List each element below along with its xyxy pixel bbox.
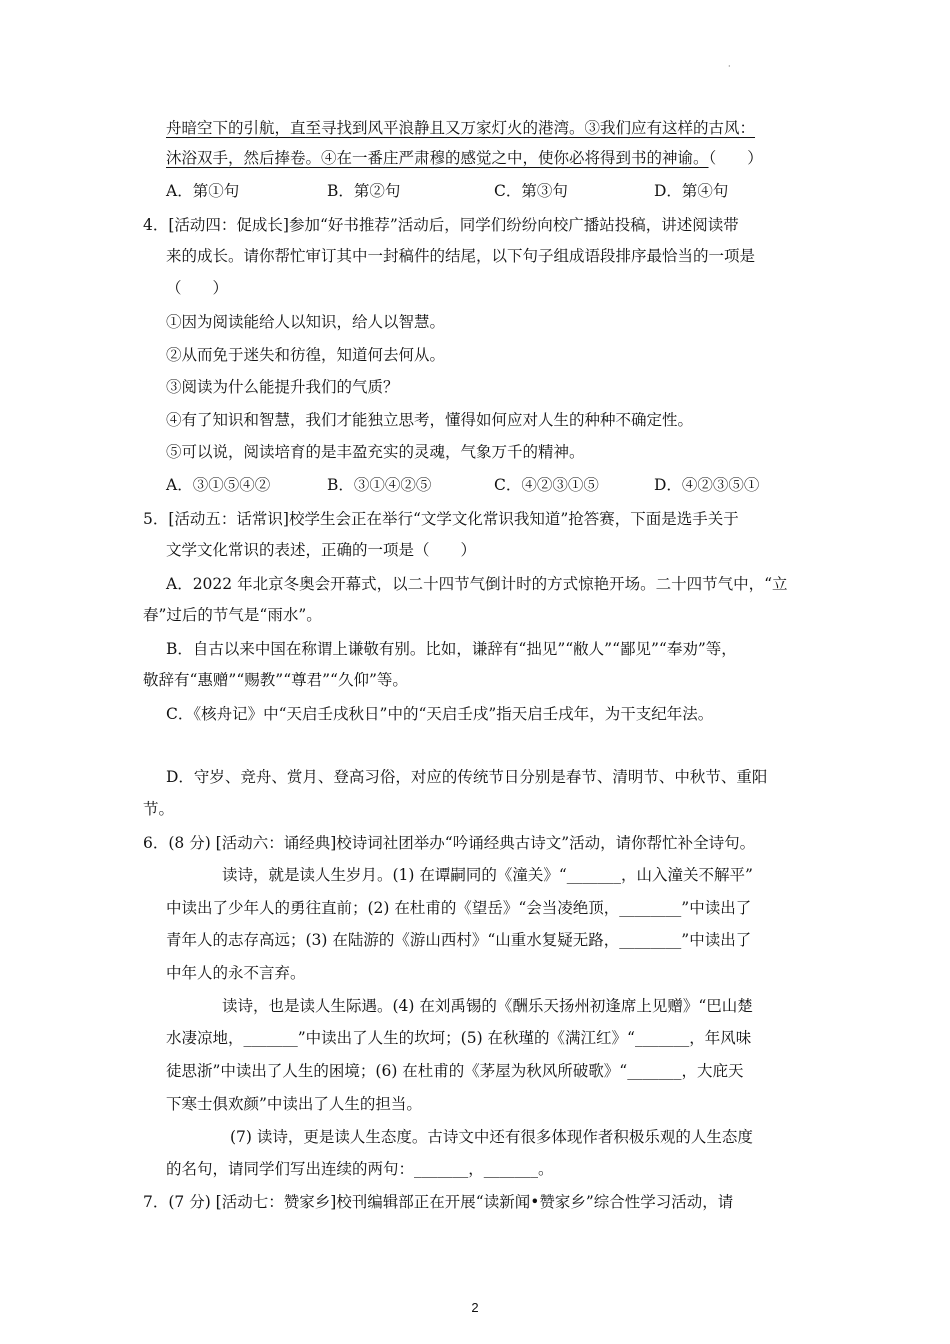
q4-sentence-5: ⑤可以说，阅读培育的是丰盈充实的灵魂，气象万千的精神。	[166, 443, 585, 461]
header-mark: ·	[728, 62, 731, 71]
q4-line-2: 来的成长。请你帮忙审订其中一封稿件的结尾，以下句子组成语段排序最恰当的一项是	[166, 247, 756, 265]
q6-para-2-line-1: 读诗，也是读人生际遇。(4) 在刘禹锡的《酬乐天扬州初逢席上见赠》“巴山楚	[222, 997, 753, 1015]
q3-option-c: C．第③句	[494, 182, 568, 200]
q3-line-1: 舟暗空下的引航，直至寻找到风平浪静且又万家灯火的港湾。③我们应有这样的古风：	[166, 119, 756, 137]
q6-line-1: 6．(8 分) [活动六：诵经典]校诗词社团举办“吟诵经典古诗文”活动，请你帮忙补全诗句。	[143, 834, 756, 852]
q4-sentence-3: ③阅读为什么能提升我们的气质？	[166, 378, 399, 396]
q6-para-3-line-2: 的名句，请同学们写出连续的两句：_______，_______。	[166, 1160, 554, 1178]
q7-line-1: 7．(7 分) [活动七：赞家乡]校刊编辑部正在开展“读新闻•赞家乡”综合性学习活动，请	[143, 1193, 734, 1211]
page-number: 2	[471, 1300, 479, 1315]
q3-option-b: B．第②句	[327, 182, 401, 200]
q6-para-2-line-2: 水凄凉地，_______”中读出了人生的坎坷；(5) 在秋瑾的《满江红》“_______，年风味	[166, 1029, 752, 1047]
q6-para-2-line-4: 下寒士俱欢颜”中读出了人生的担当。	[166, 1095, 422, 1113]
q4-option-c: C．④②③①⑤	[494, 476, 599, 494]
q5-line-1: 5．[活动五：话常识]校学生会正在举行“文学文化常识我知道”抢答赛，下面是选手关于	[143, 510, 739, 528]
q6-para-3-line-1: (7) 读诗，更是读人生态度。古诗文中还有很多体现作者积极乐观的人生态度	[230, 1128, 753, 1146]
q5-option-b-line-2: 敬辞有“惠赠”“赐教”“尊君”“久仰”等。	[143, 671, 408, 689]
q5-option-a-line-2: 春”过后的节气是“雨水”。	[143, 606, 322, 624]
q4-option-b: B．③①④②⑤	[327, 476, 432, 494]
q6-para-1-line-4: 中年人的永不言弃。	[166, 964, 306, 982]
q4-option-d: D．④②③⑤①	[654, 476, 760, 494]
q3-line-2	[166, 147, 763, 169]
q4-sentence-4: ④有了知识和智慧，我们才能独立思考，懂得如何应对人生的种种不确定性。	[166, 411, 694, 429]
q5-line-2: 文学文化常识的表述，正确的一项是（ ）	[166, 541, 477, 559]
q4-sentence-1: ①因为阅读能给人以知识，给人以智慧。	[166, 313, 446, 331]
q4-option-a: A．③①⑤④②	[166, 476, 271, 494]
q6-para-1-line-3: 青年人的志存高远；(3) 在陆游的《游山西村》“山重水复疑无路，________”中读出了	[166, 931, 752, 949]
q5-option-c: C．《核舟记》中“天启壬戌秋日”中的“天启壬戌”指天启壬戌年，为干支纪年法。	[166, 705, 714, 723]
q3-option-a: A．第①句	[166, 182, 240, 200]
q3-line-2-underlined: 沐浴双手，然后捧卷。④在一番庄严肃穆的感觉之中，使你必将得到书的神谕。	[166, 149, 709, 167]
q5-option-b-line-1: B．自古以来中国在称谓上谦敬有别。比如，谦辞有“拙见”“敝人”“鄙见”“奉劝”等，	[166, 640, 737, 658]
q4-line-3: （ ）	[166, 279, 229, 297]
q5-option-a-line-1: A．2022 年北京冬奥会开幕式，以二十四节气倒计时的方式惊艳开场。二十四节气中，“立	[166, 575, 788, 593]
q5-option-d-line-2: 节。	[143, 800, 175, 818]
q5-option-d-line-1: D．守岁、竞舟、赏月、登高习俗，对应的传统节日分别是春节、清明节、中秋节、重阳	[166, 768, 768, 786]
q3-option-d: D．第④句	[654, 182, 729, 200]
q4-sentence-2: ②从而免于迷失和彷徨，知道何去何从。	[166, 346, 446, 364]
q3-answer-blank: （ ）	[708, 149, 763, 167]
q4-line-1: 4．[活动四：促成长]参加“好书推荐”活动后，同学们纷纷向校广播站投稿，讲述阅读带	[143, 216, 739, 234]
q6-para-1-line-1: 读诗，就是读人生岁月。(1) 在谭嗣同的《潼关》“_______，山入潼关不解平”	[222, 866, 753, 884]
q6-para-2-line-3: 徒思浙”中读出了人生的困境；(6) 在杜甫的《茅屋为秋风所破歌》“_______，大庇天	[166, 1062, 744, 1080]
q6-para-1-line-2: 中读出了少年人的勇往直前；(2) 在杜甫的《望岳》“会当凌绝顶，________”中读出了	[166, 899, 752, 917]
